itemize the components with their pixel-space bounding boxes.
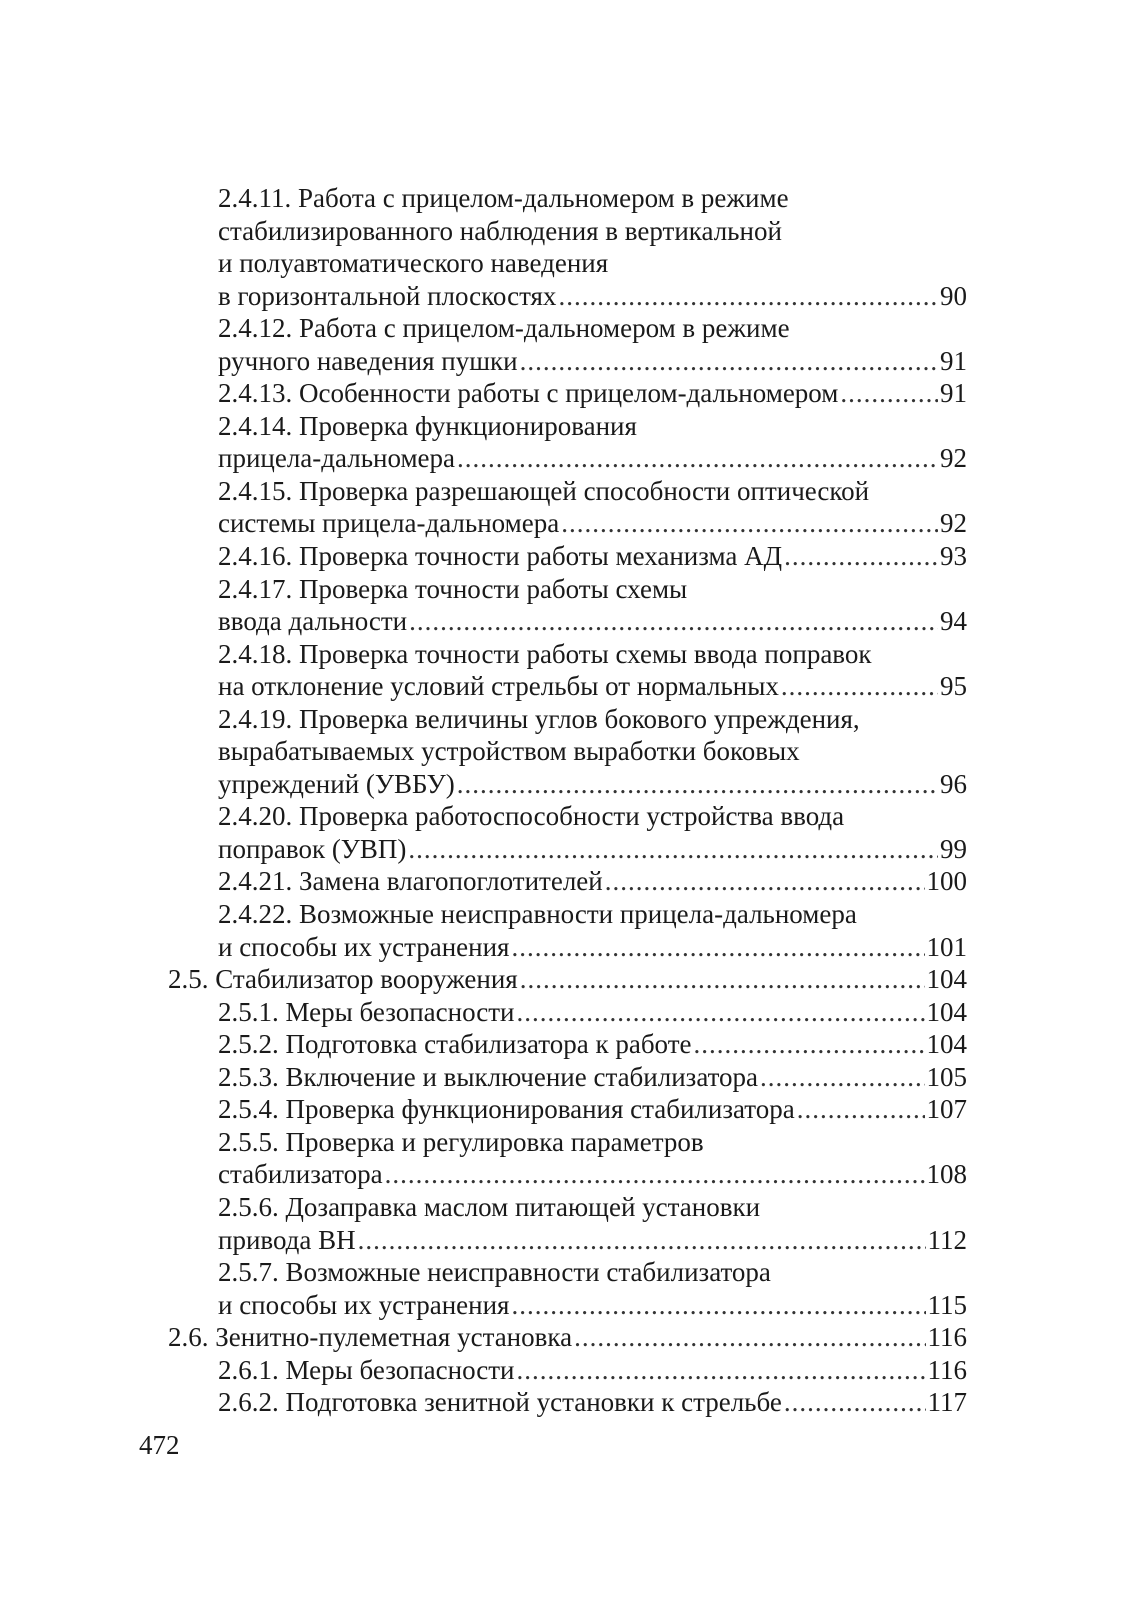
dot-leader	[605, 865, 925, 898]
toc-entry-title: на отклонение условий стрельбы от нормальных	[218, 671, 779, 702]
toc-entry-title: 2.4.15. Проверка разрешающей способности оптической	[218, 475, 870, 506]
toc-page-number: 99	[940, 833, 967, 864]
toc-entry-line	[0, 638, 1142, 671]
toc-entry-title: 2.5.7. Возможные неисправности стабилизатора	[218, 1257, 771, 1288]
toc-subsection-entry	[0, 312, 1142, 377]
toc-page-number: 101	[926, 931, 967, 962]
toc-page-number: 115	[927, 1289, 967, 1320]
toc-entry-title: поправок (УВП)	[218, 833, 407, 864]
dot-leader	[520, 963, 925, 996]
toc-entry-title: стабилизированного наблюдения в вертикальной	[218, 215, 782, 246]
toc-entry-line	[0, 1354, 967, 1387]
toc-subsection-entry	[0, 1093, 1142, 1126]
toc-entry-line	[0, 475, 1142, 508]
toc-subsection-entry	[0, 1028, 1142, 1061]
toc-subsection-entry	[0, 800, 1142, 865]
toc-page-number: 116	[927, 1322, 967, 1353]
toc-subsection-entry	[0, 1191, 1142, 1256]
toc-entry-line	[0, 1061, 967, 1094]
toc-entry-title: 2.6. Зенитно-пулеметная установка	[168, 1322, 573, 1353]
toc-entry-line	[0, 996, 967, 1029]
dot-leader	[511, 931, 924, 964]
toc-entry-line	[0, 768, 967, 801]
toc-entry-title: 2.4.18. Проверка точности работы схемы ввода поправок	[218, 638, 872, 669]
toc-entry-title: и способы их устранения	[218, 931, 510, 962]
toc-entry-line	[0, 377, 967, 410]
page-number: 472	[139, 1430, 180, 1460]
dot-leader	[797, 1093, 925, 1126]
toc-entry-line	[0, 410, 1142, 443]
toc-entry-title: 2.4.21. Замена влагопоглотителей	[218, 866, 603, 897]
dot-leader	[784, 540, 938, 573]
toc-entry-line	[0, 735, 1142, 768]
toc-subsection-entry	[0, 996, 1142, 1029]
toc-entry-line	[0, 215, 1142, 248]
toc-entry-title: прицела-дальномера	[218, 443, 456, 474]
toc-entry-title: 2.5.3. Включение и выключение стабилизатора	[218, 1061, 759, 1092]
toc-subsection-entry	[0, 638, 1142, 703]
toc-entry-title: 2.5.6. Дозаправка маслом питающей установки	[218, 1191, 761, 1222]
dot-leader	[408, 833, 938, 866]
toc-entry-title: 2.4.22. Возможные неисправности прицела-дальномера	[218, 899, 857, 930]
toc-entry-line	[0, 963, 967, 996]
dot-leader	[520, 345, 938, 378]
dot-leader	[561, 507, 938, 540]
toc-page-number: 104	[926, 996, 967, 1027]
toc-entry-title: 2.4.16. Проверка точности работы механизма АД	[218, 541, 783, 572]
toc-entry-title: 2.5.5. Проверка и регулировка параметров	[218, 1126, 704, 1157]
dot-leader	[358, 1224, 926, 1257]
toc-entry-line	[0, 345, 967, 378]
toc-entry-title: 2.4.11. Работа с прицелом-дальномером в режиме	[218, 183, 789, 213]
dot-leader	[457, 442, 938, 475]
toc-entry-line	[0, 1386, 967, 1419]
toc-entry-line	[0, 833, 967, 866]
dot-leader	[760, 1061, 924, 1094]
toc-entry-title: 2.5.2. Подготовка стабилизатора к работе	[218, 1029, 692, 1060]
toc-subsection-entry	[0, 540, 1142, 573]
dot-leader	[457, 768, 938, 801]
toc-page-number: 94	[940, 606, 967, 637]
toc-entry-line	[0, 670, 967, 703]
dot-leader	[574, 1321, 925, 1354]
toc-page-number: 107	[926, 1094, 967, 1125]
toc-entry-title: 2.4.19. Проверка величины углов бокового упреждения,	[218, 703, 860, 734]
toc-subsection-entry	[0, 898, 1142, 963]
toc-subsection-entry	[0, 1126, 1142, 1191]
toc-entry-line	[0, 1256, 1142, 1289]
toc-entry-line	[0, 280, 967, 313]
toc-subsection-entry	[0, 865, 1142, 898]
toc-page-number: 92	[940, 508, 967, 539]
toc-page-number: 116	[927, 1354, 967, 1385]
toc-entry-line	[0, 507, 967, 540]
toc-subsection-entry	[0, 377, 1142, 410]
toc-entry-title: упреждений (УВБУ)	[218, 768, 455, 799]
toc-entry-line	[0, 1126, 1142, 1159]
toc-page-number: 100	[926, 866, 967, 897]
dot-leader	[517, 1354, 926, 1387]
toc-page-number: 92	[940, 443, 967, 474]
toc-page-number: 91	[940, 378, 967, 409]
toc-subsection-entry	[0, 1354, 1142, 1387]
dot-leader	[781, 670, 938, 703]
dot-leader	[385, 1158, 925, 1191]
toc-entry-line	[0, 1289, 967, 1322]
dot-leader	[517, 996, 925, 1029]
toc-page-number: 104	[926, 1029, 967, 1060]
toc-entry-line	[0, 865, 967, 898]
toc-entry-line	[0, 1224, 967, 1257]
dot-leader	[784, 1386, 926, 1419]
toc-entry-line	[0, 931, 967, 964]
dot-leader	[840, 377, 938, 410]
toc-page-number: 108	[926, 1159, 967, 1190]
toc-entry-line	[0, 703, 1142, 736]
toc-page-number: 95	[940, 671, 967, 702]
toc-subsection-entry	[0, 182, 1142, 312]
toc-entry-line	[0, 898, 1142, 931]
toc-entry-line	[0, 540, 967, 573]
toc-page-number: 105	[926, 1061, 967, 1092]
dot-leader	[694, 1028, 925, 1061]
toc-subsection-entry	[0, 573, 1142, 638]
toc-entry-line	[0, 800, 1142, 833]
toc-entry-line	[0, 247, 1142, 280]
toc-page-number: 112	[927, 1224, 967, 1255]
toc-subsection-entry	[0, 1061, 1142, 1094]
toc-entry-title: ввода дальности	[218, 606, 408, 637]
toc-entry-title: системы прицела-дальномера	[218, 508, 560, 539]
toc-entry-title: 2.5. Стабилизатор вооружения	[168, 964, 518, 995]
toc-page-number: 90	[940, 280, 967, 311]
toc-entry-title: 2.4.20. Проверка работоспособности устройства ввода	[218, 801, 845, 832]
dot-leader	[409, 605, 938, 638]
table-of-contents	[0, 182, 1142, 1419]
toc-entry-title: 2.5.1. Меры безопасности	[218, 996, 515, 1027]
toc-section-entry	[0, 1321, 1142, 1354]
toc-entry-title: 2.4.14. Проверка функционирования	[218, 410, 637, 441]
toc-entry-line	[0, 1028, 967, 1061]
toc-entry-title: 2.5.4. Проверка функционирования стабилизатора	[218, 1094, 795, 1125]
toc-entry-title: ручного наведения пушки	[218, 345, 518, 376]
toc-subsection-entry	[0, 1256, 1142, 1321]
toc-section-entry	[0, 963, 1142, 996]
toc-subsection-entry	[0, 475, 1142, 540]
toc-entry-title: стабилизатора	[218, 1159, 383, 1190]
toc-subsection-entry	[0, 410, 1142, 475]
toc-entry-title: 2.4.13. Особенности работы с прицелом-дальномером	[218, 378, 839, 409]
toc-page-number: 117	[927, 1387, 967, 1418]
toc-page-number: 93	[940, 541, 967, 572]
toc-page-number: 91	[940, 345, 967, 376]
toc-entry-title: в горизонтальной плоскостях	[218, 280, 557, 311]
toc-entry-title: 2.6.1. Меры безопасности	[218, 1354, 515, 1385]
toc-entry-title: вырабатываемых устройством выработки боковых	[218, 736, 800, 767]
toc-subsection-entry	[0, 703, 1142, 801]
dot-leader	[511, 1289, 925, 1322]
toc-entry-line	[0, 573, 1142, 606]
toc-entry-title: 2.6.2. Подготовка зенитной установки к стрельбе	[218, 1387, 782, 1418]
toc-entry-title: и полуавтоматического наведения	[218, 248, 609, 279]
toc-subsection-entry	[0, 1386, 1142, 1419]
toc-entry-line	[0, 1093, 967, 1126]
toc-entry-line	[0, 1191, 1142, 1224]
toc-page-number: 104	[926, 964, 967, 995]
dot-leader	[558, 280, 938, 313]
toc-entry-title: 2.4.17. Проверка точности работы схемы	[218, 573, 688, 604]
toc-entry-line	[0, 312, 1142, 345]
toc-entry-line	[0, 1158, 967, 1191]
toc-entry-line	[0, 1321, 967, 1354]
toc-entry-line	[0, 182, 1142, 215]
toc-entry-title: и способы их устранения	[218, 1289, 510, 1320]
toc-entry-title: привода ВН	[218, 1224, 356, 1255]
toc-entry-line	[0, 442, 967, 475]
toc-page-number: 96	[940, 768, 967, 799]
toc-entry-line	[0, 605, 967, 638]
toc-entry-title: 2.4.12. Работа с прицелом-дальномером в режиме	[218, 313, 790, 344]
